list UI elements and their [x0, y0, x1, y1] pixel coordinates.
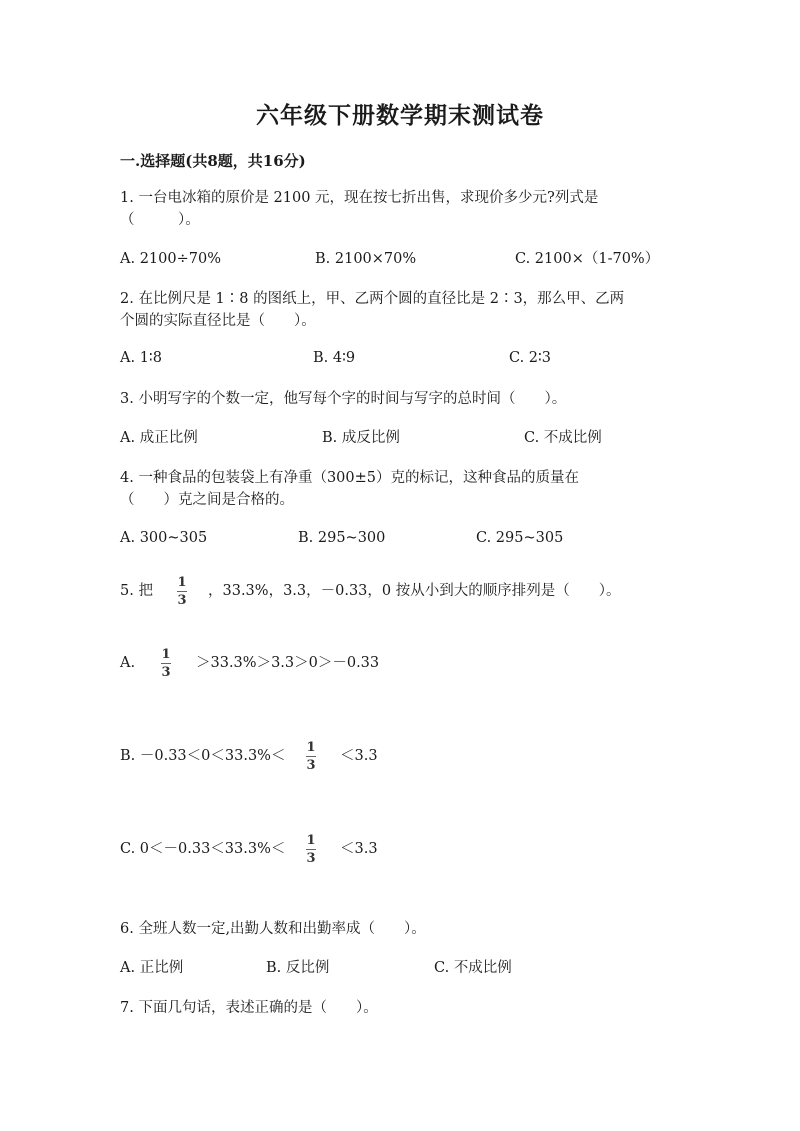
question-2-option-c: C. 2∶3	[509, 350, 552, 366]
page-title: 六年级下册数学期末测试卷	[256, 102, 544, 129]
fraction-numerator: 1	[306, 833, 316, 848]
fraction-numerator: 1	[177, 575, 187, 590]
fraction-numerator: 1	[306, 740, 316, 755]
question-1-option-c: C. 2100×（1-70%）	[515, 251, 660, 267]
question-3-option-c: C. 不成比例	[524, 430, 602, 446]
question-5-prefix: 5. 把	[120, 583, 153, 599]
fraction-bar	[161, 663, 171, 664]
question-5-suffix: ，33.3%，3.3，－0.33，0 按从小到大的顺序排列是（ ）。	[208, 583, 621, 599]
question-2-line-1: 2. 在比例尺是 1∶8 的图纸上，甲、乙两个圆的直径比是 2∶3，那么甲、乙两	[120, 291, 625, 307]
question-5-option-c-fraction	[306, 833, 316, 866]
question-5-option-c-prefix: C. 0＜－0.33＜33.3%＜	[120, 841, 286, 857]
fraction-denominator: 3	[306, 851, 316, 866]
fraction-denominator: 3	[161, 665, 171, 680]
question-5-option-b-fraction	[306, 740, 316, 773]
question-4-option-c: C. 295~305	[476, 530, 564, 546]
question-6-option-b: B. 反比例	[266, 960, 330, 976]
question-3: 3. 小明写字的个数一定，他写每个字的时间与写字的总时间（ ）。	[120, 391, 567, 407]
question-5-option-b-prefix: B. －0.33＜0＜33.3%＜	[120, 748, 286, 764]
question-3-option-b: B. 成反比例	[322, 430, 400, 446]
question-5-option-a-fraction	[161, 647, 171, 680]
question-5-option-a-suffix: ＞33.3%＞3.3＞0＞－0.33	[196, 655, 380, 671]
question-4-line-2: （ ）克之间是合格的。	[120, 492, 294, 508]
question-2	[120, 288, 680, 332]
question-5-fraction	[177, 575, 187, 608]
question-7: 7. 下面几句话，表述正确的是（ ）。	[120, 1000, 378, 1016]
question-1-line-2: （ ）。	[120, 212, 200, 228]
question-2-option-b: B. 4∶9	[313, 350, 356, 366]
question-1-option-a: A. 2100÷70%	[120, 251, 221, 267]
fraction-bar	[306, 849, 316, 850]
question-4-line-1: 4. 一种食品的包装袋上有净重（300±5）克的标记，这种食品的质量在	[120, 470, 579, 486]
fraction-bar	[306, 756, 316, 757]
question-6-option-a: A. 正比例	[120, 960, 184, 976]
fraction-numerator: 1	[161, 647, 171, 662]
question-1-line-1: 1. 一台电冰箱的原价是 2100 元，现在按七折出售，求现价多少元?列式是	[120, 190, 599, 206]
question-5-option-b-suffix: ＜3.3	[340, 748, 378, 764]
question-4-option-a: A. 300~305	[120, 530, 208, 546]
question-4	[120, 467, 680, 511]
fraction-denominator: 3	[306, 758, 316, 773]
question-2-line-2: 个圆的实际直径比是（ ）。	[120, 313, 316, 329]
question-5-option-a-prefix: A.	[120, 655, 136, 671]
question-4-option-b: B. 295~300	[298, 530, 386, 546]
section-heading: 一.选择题(共8题，共16分)	[120, 152, 306, 170]
question-1	[120, 187, 680, 231]
question-6-option-c: C. 不成比例	[434, 960, 512, 976]
question-3-option-a: A. 成正比例	[120, 430, 198, 446]
fraction-bar	[177, 591, 187, 592]
question-1-option-b: B. 2100×70%	[315, 251, 417, 267]
question-2-option-a: A. 1∶8	[120, 350, 162, 366]
question-6: 6. 全班人数一定,出勤人数和出勤率成（ ）。	[120, 921, 426, 937]
question-5-option-c-suffix: ＜3.3	[340, 841, 378, 857]
fraction-denominator: 3	[177, 593, 187, 608]
